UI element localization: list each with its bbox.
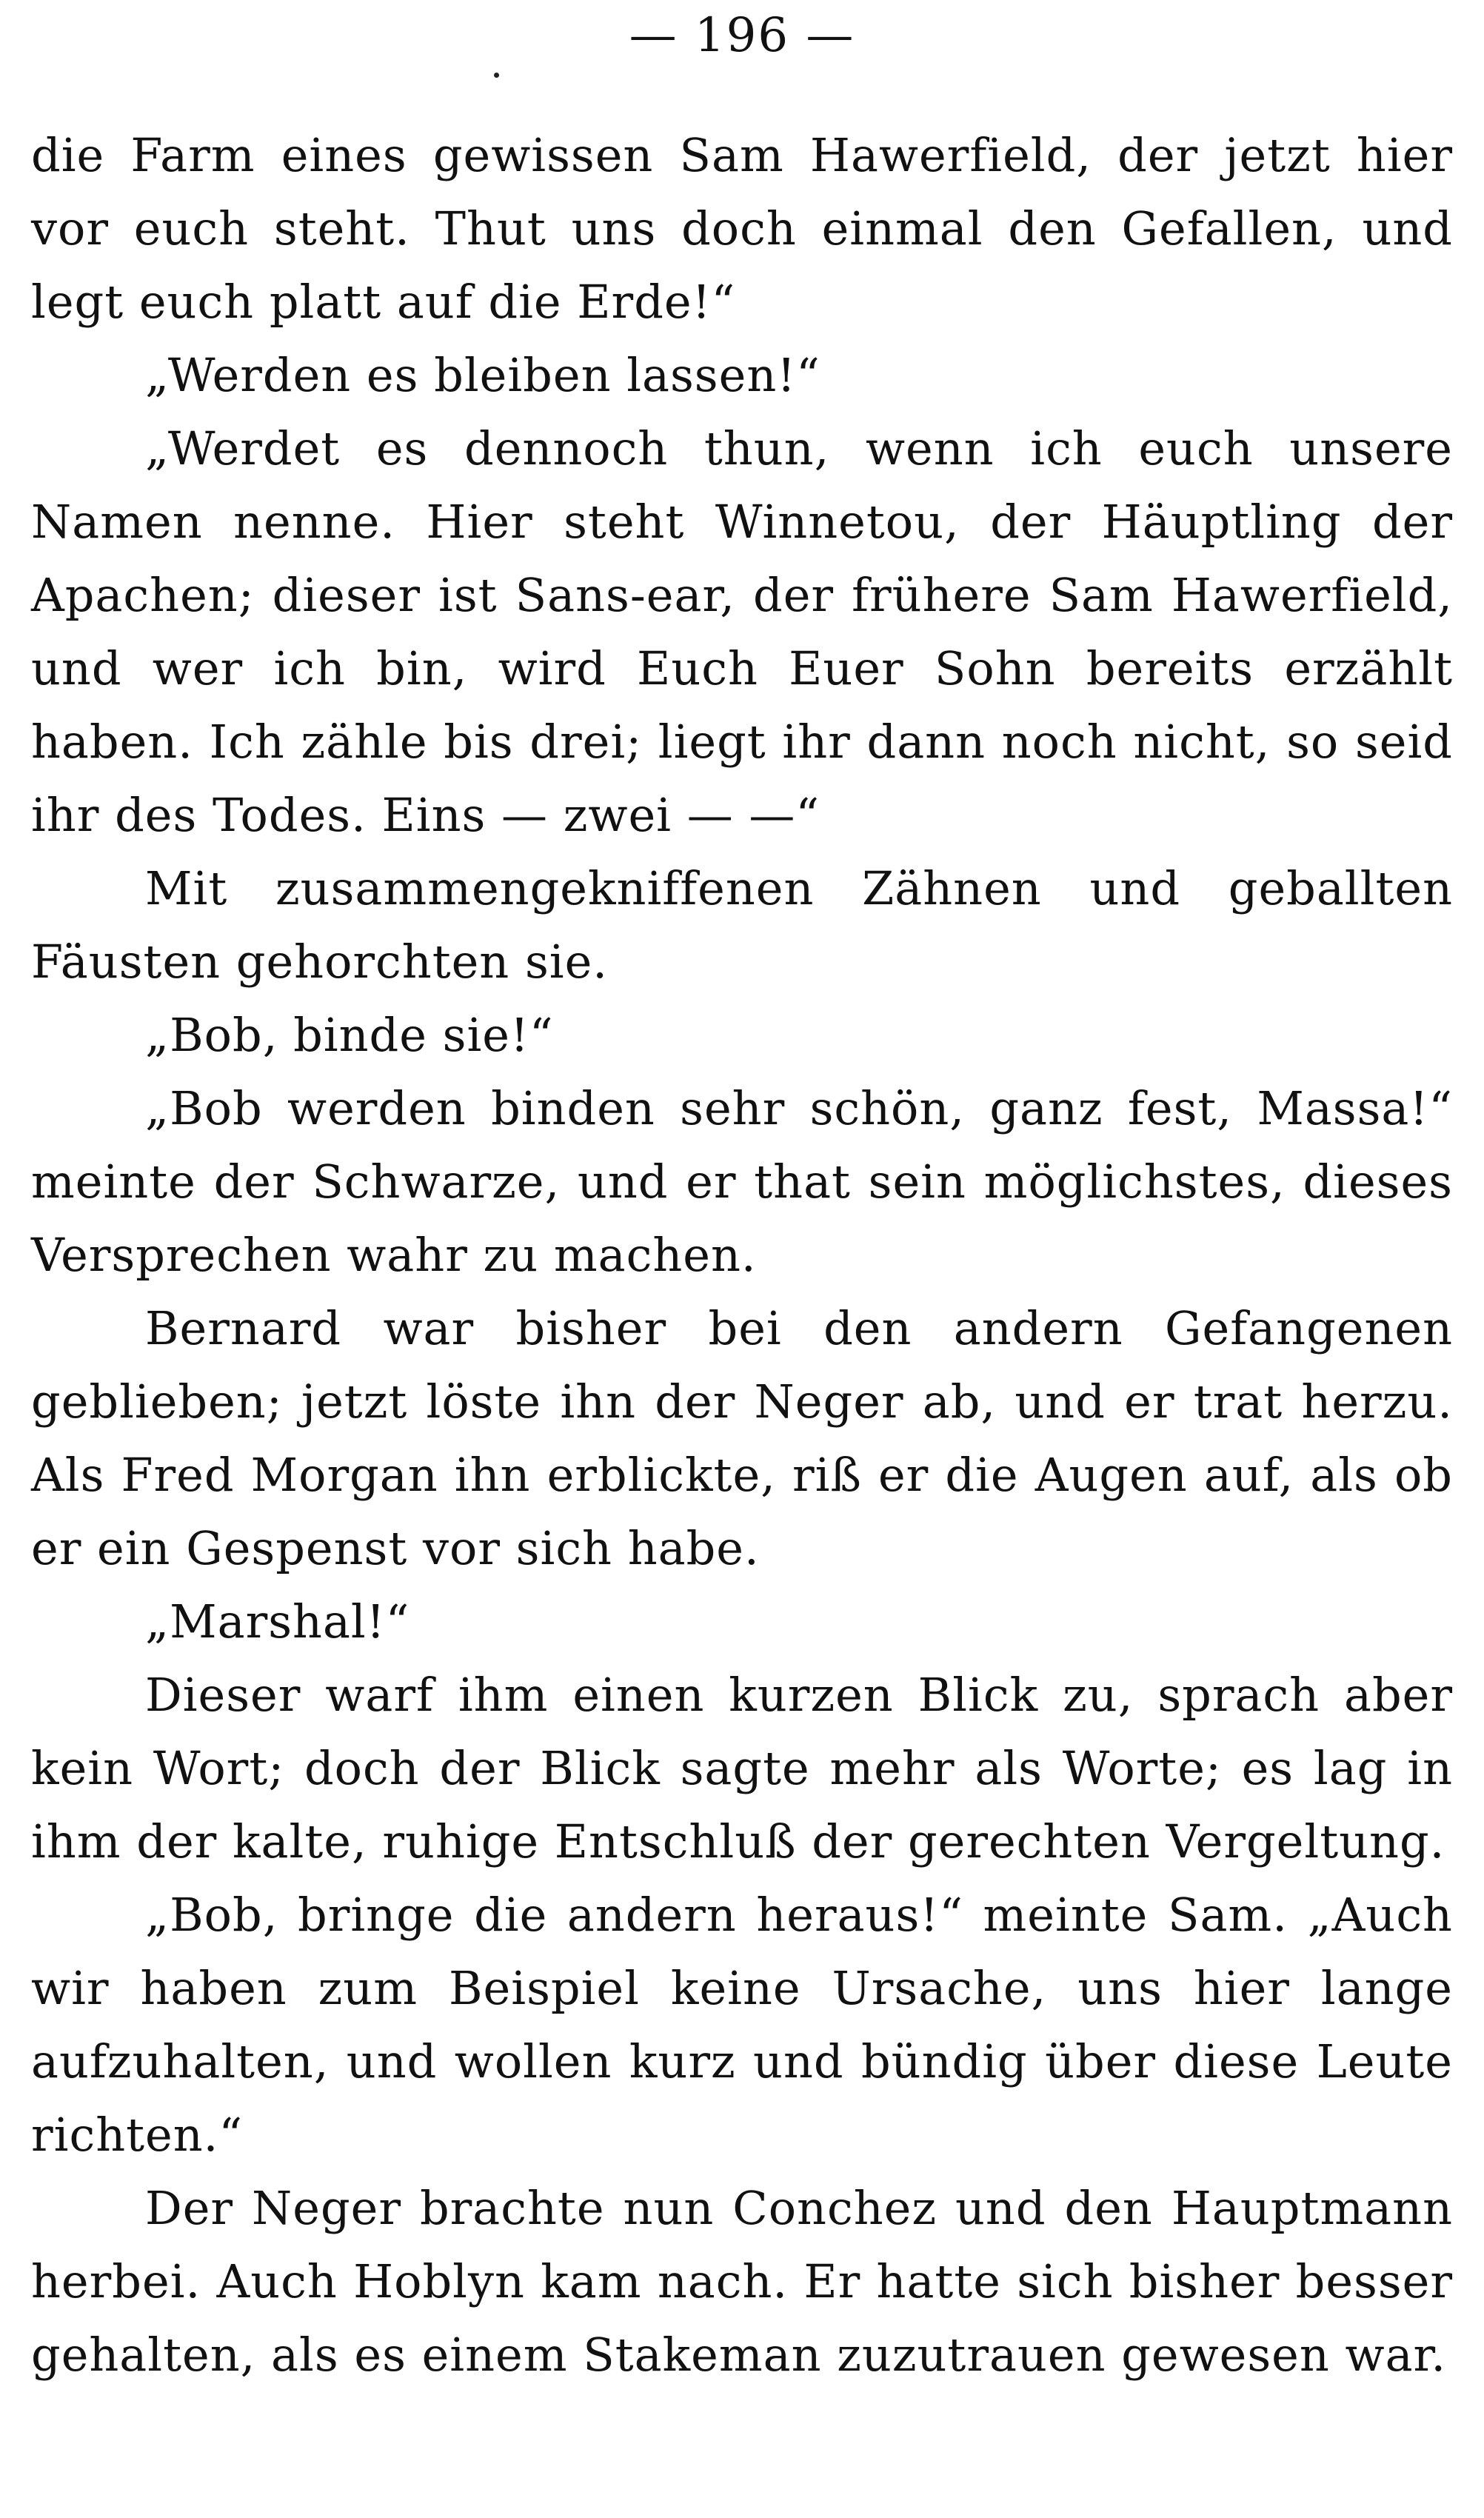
page-number: — 196 —: [629, 8, 855, 63]
paragraph: „Werdet es dennoch thun, wenn ich euch unsere Namen nenne. Hier steht Winnetou, der Häuptling der Apachen; dieser ist Sans-ear, der frühere Sam Hawerfield, und wer ich bin, wird Euch Euer Sohn bereits erzählt haben. Ich zähle bis drei; liegt ihr dann noch nicht, so seid ihr des Todes. Eins — zwei — —“: [31, 421, 1453, 842]
paragraph: Dieser warf ihm einen kurzen Blick zu, sprach aber kein Wort; doch der Blick sagte mehr als Worte; es lag in ihm der kalte, ruhige Entschluß der gerechten Vergeltung.: [31, 1668, 1453, 1869]
paragraph: „Bob werden binden sehr schön, ganz fest, Massa!“ meinte der Schwarze, und er that sein möglichstes, dieses Versprechen wahr zu machen.: [31, 1081, 1453, 1282]
paragraph: „Werden es bleiben lassen!“: [145, 348, 820, 402]
paragraph: „Marshal!“: [145, 1594, 410, 1649]
paragraph: Der Neger brachte nun Conchez und den Hauptmann herbei. Auch Hoblyn kam nach. Er hatte sich bisher besser gehalten, als es einem Stakeman zuzutrauen gewesen war.: [31, 2181, 1453, 2382]
print-speck: [494, 73, 499, 78]
paragraph: Bernard war bisher bei den andern Gefangenen geblieben; jetzt löste ihn der Neger ab, und er trat herzu. Als Fred Morgan ihn erblickte, riß er die Augen auf, als ob er ein Gespenst vor sich habe.: [31, 1301, 1453, 1575]
book-page: [31, 0, 1453, 2518]
paragraph: „Bob, bringe die andern heraus!“ meinte Sam. „Auch wir haben zum Beispiel keine Ursache, uns hier lange aufzuhalten, und wollen kurz und bündig über diese Leute richten.“: [31, 1888, 1453, 2162]
paragraph: Mit zusammengekniffenen Zähnen und geballten Fäusten gehorchten sie.: [31, 861, 1453, 989]
paragraph: „Bob, binde sie!“: [145, 1008, 554, 1062]
paragraph: die Farm eines gewissen Sam Hawerfield, der jetzt hier vor euch steht. Thut uns doch einmal den Gefallen, und legt euch platt auf die Erde!“: [31, 128, 1453, 329]
body-text: [31, 118, 1453, 2391]
